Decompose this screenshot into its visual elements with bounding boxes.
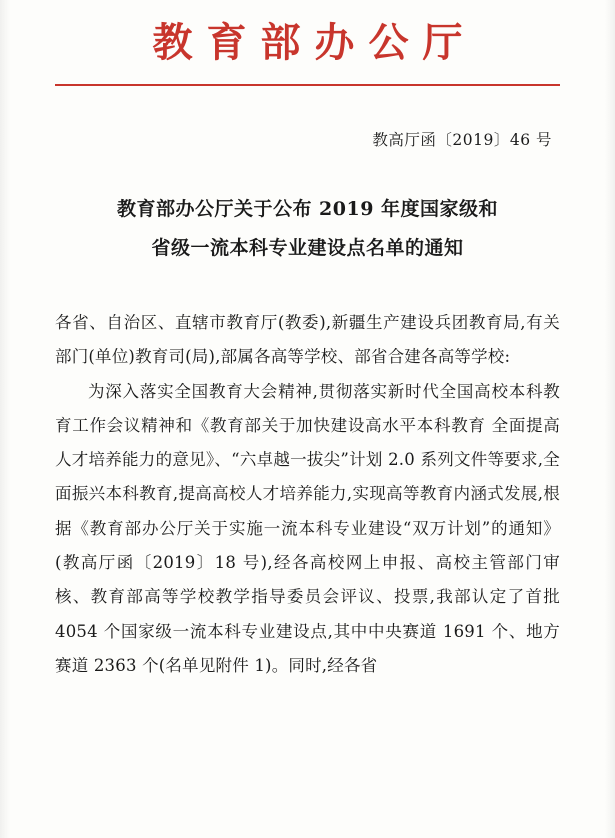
page-edge-shadow-right (605, 0, 615, 838)
page-title-line-1: 教育部办公厅关于公布 2019 年度国家级和 (116, 198, 499, 220)
document-body (55, 306, 560, 683)
page-edge-shadow-left (0, 0, 10, 838)
document-number: 教高厅函〔2019〕46 号 (372, 131, 552, 149)
masthead-divider (55, 84, 560, 86)
page-title (55, 190, 560, 268)
page-title-line-2: 省级一流本科专业建设点名单的通知 (151, 236, 464, 259)
body-paragraph-main: 为深入落实全国教育大会精神,贯彻落实新时代全国高校本科教育工作会议精神和《教育部关于加快建设高水平本科教育 全面提高人才培养能力的意见》、“六卓越一拔尖”计划 2.0 系列文件等要求,全面振兴本科教育,提高高校人才培养能力,实现高等教育内涵式发展,根据《教育部办公厅关于实施一流本科专业建设“双万计划”的通知》(教高厅函〔2019〕18 号),经各高校网上申报、高校主管部门审核、教育部高等学校教学指导委员会评议、投票,我部认定了首批 4054 个国家级一流本科专业建设点,其中中央赛道 1691 个、地方赛道 2363 个(名单见附件 1)。同时,经各省 (55, 381, 560, 675)
issuing-authority-title: 教育部办公厅 (152, 19, 477, 66)
body-paragraph-recipients: 各省、自治区、直辖市教育厅(教委),新疆生产建设兵团教育局,有关部门(单位)教育司(局),部属各高等学校、部省合建各高等学校: (55, 312, 560, 367)
masthead (55, 0, 560, 86)
